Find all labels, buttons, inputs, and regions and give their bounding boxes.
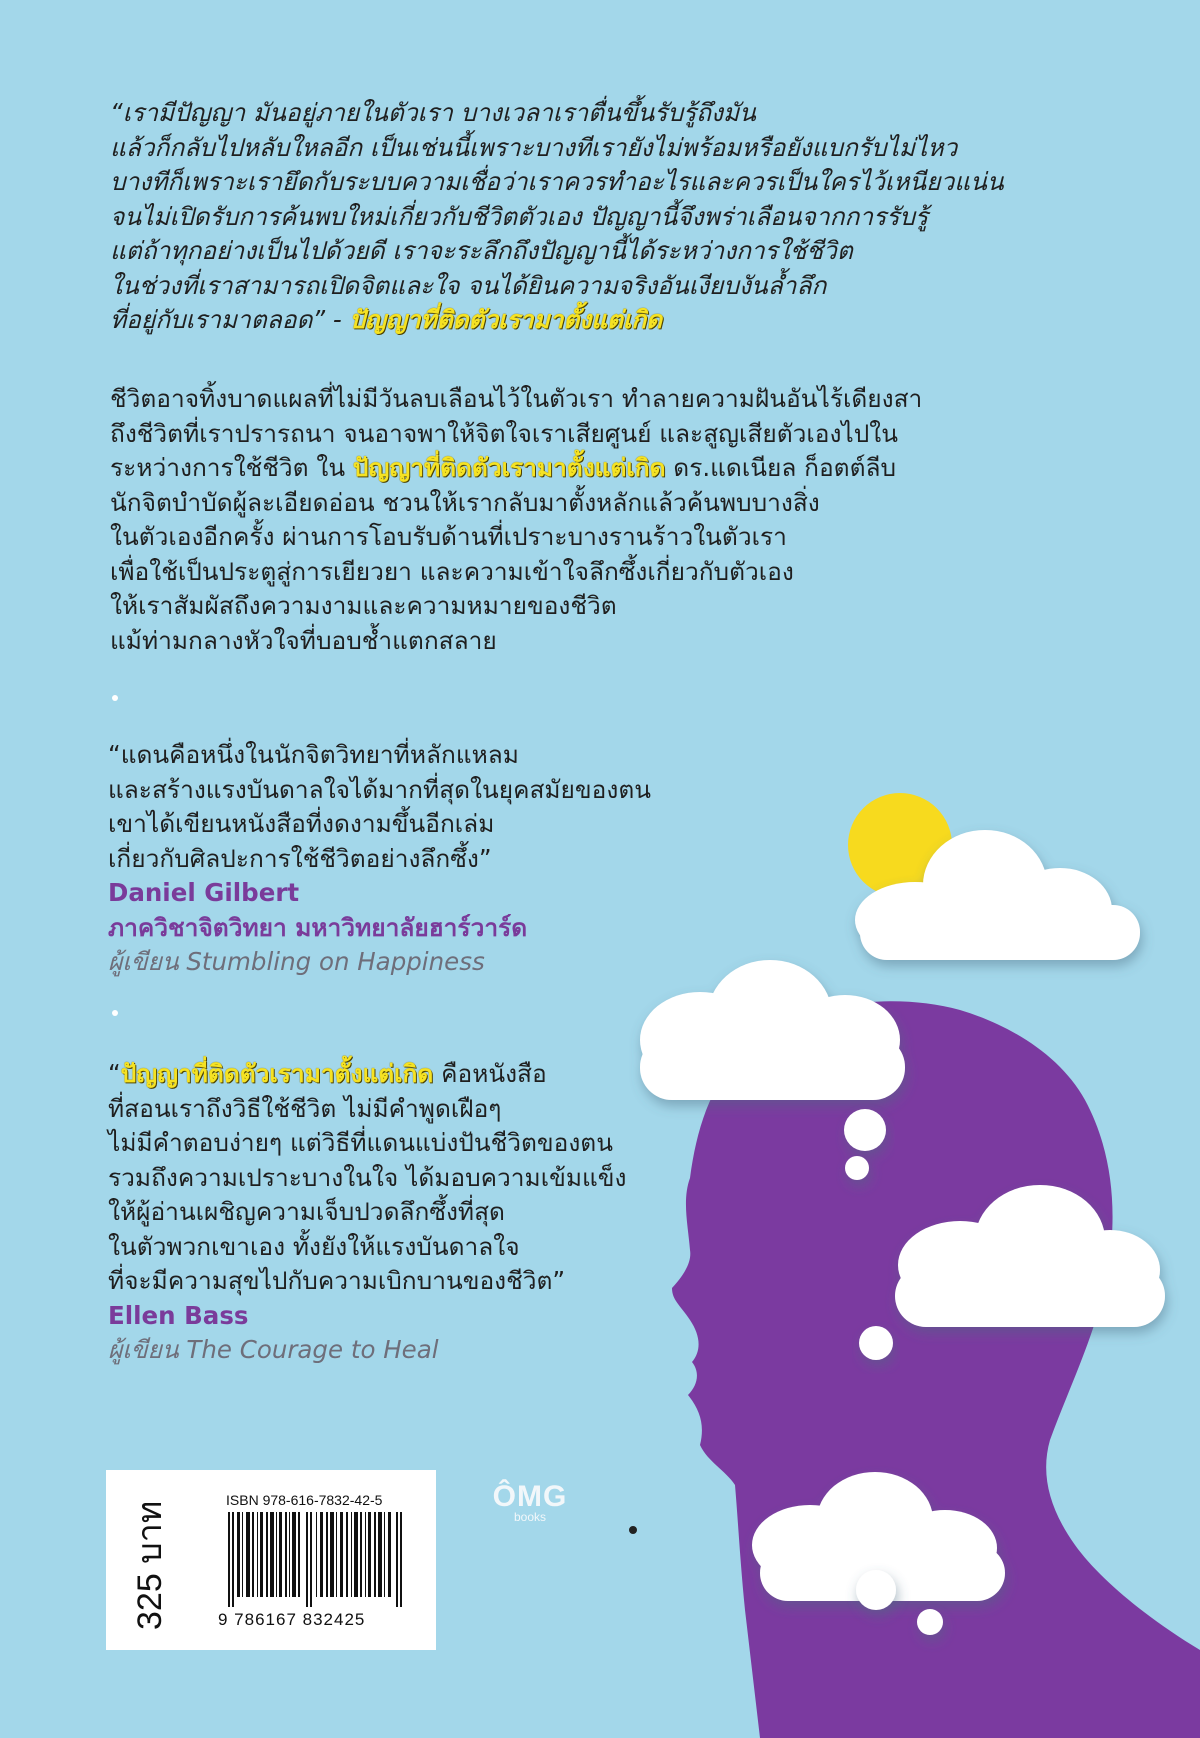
price-label: 325 บาท (131, 1500, 169, 1630)
isbn-label: ISBN 978-616-7832-42-5 (226, 1492, 383, 1508)
cloud-top-right (855, 830, 1140, 960)
review-line: ในตัวพวกเขาเอง ทั้งยังให้แรงบันดาลใจ (108, 1231, 520, 1261)
thought-bubbles-upper (844, 1109, 886, 1180)
small-dot (629, 1526, 637, 1534)
thought-bubble-mid (859, 1326, 893, 1360)
thought-bubbles-lower (856, 1570, 943, 1635)
description-line-pre: ระหว่างการใช้ชีวิต ใน (110, 453, 346, 482)
quote-line: ในช่วงที่เราสามารถเปิดจิตและใจ จนได้ยินความจริงอันเงียบงันล้ำลึก (110, 270, 827, 300)
quote-line: แต่ถ้าทุกอย่างเป็นไปด้วยดี เราจะระลึกถึงปัญญานี้ได้ระหว่างการใช้ชีวิต (110, 236, 853, 265)
review-line: ให้ผู้อ่านเผชิญความเจ็บปวดลึกซึ้งที่สุด (108, 1197, 505, 1226)
separator-dot (112, 1010, 118, 1016)
review-line: ไม่มีคำตอบง่ายๆ แต่วิธีที่แดนแบ่งปันชีวิตของตน (108, 1128, 613, 1157)
price-barcode-box (106, 1470, 436, 1650)
review-credit: ผู้เขียน Stumbling on Happiness (108, 947, 485, 976)
review-ellen-bass (108, 1057, 748, 1368)
publisher-logo (480, 1480, 580, 1524)
description-line: ชีวิตอาจทิ้งบาดแผลที่ไม่มีวันลบเลือนไว้ในตัวเรา ทำลายความฝันอันไร้เดียงสา (110, 384, 923, 413)
cloud-bottom (752, 1472, 1005, 1601)
cloud-mid-right (895, 1185, 1165, 1327)
review-author: Ellen Bass (108, 1300, 249, 1330)
description-line: นักจิตบำบัดผู้ละเอียดอ่อน ชวนให้เรากลับมาตั้งหลักแล้วค้นพบบางสิ่ง (110, 487, 820, 517)
description-line: ถึงชีวิตที่เราปรารถนา จนอาจพาให้จิตใจเราเสียศูนย์ และสูญเสียตัวเองไปใน (110, 418, 899, 448)
sun-shape (848, 793, 952, 897)
head-silhouette (672, 1001, 1200, 1738)
review-author: Daniel Gilbert (108, 878, 300, 907)
description-line: ให้เราสัมผัสถึงความงามและความหมายของชีวิต (110, 591, 617, 620)
description-line-with-title (110, 451, 1010, 486)
review-line: เกี่ยวกับศิลปะการใช้ชีวิตอย่างลึกซึ้ง” (108, 843, 492, 873)
review-daniel-gilbert (108, 738, 748, 980)
quote-line: จนไม่เปิดรับการค้นพบใหม่เกี่ยวกับชีวิตตัวเอง ปัญญานี้จึงพร่าเลือนจากการรับรู้ (110, 201, 929, 231)
quote-line: แล้วก็กลับไปหลับใหลอีก เป็นเช่นนี้เพราะบางทีเรายังไม่พร้อมหรือยังแบกรับไม่ไหว (110, 132, 958, 162)
review-affiliation: ภาควิชาจิตวิทยา มหาวิทยาลัยฮาร์วาร์ด (108, 912, 528, 942)
description-line-post: ดร.แดเนียล ก็อตต์ลีบ (673, 453, 897, 482)
quote-line: “เรามีปัญญา มันอยู่ภายในตัวเรา บางเวลาเราตื่นขึ้นรับรู้ถึงมัน (110, 98, 756, 127)
review-line: รวมถึงความเปราะบางในใจ ได้มอบความเข้มแข็ง (108, 1162, 627, 1192)
book-title-highlight: ปัญญาที่ติดตัวเรามาตั้งแต่เกิด (120, 1059, 434, 1088)
description-line: เพื่อใช้เป็นประตูสู่การเยียวยา และความเข้าใจลึกซึ้งเกี่ยวกับตัวเอง (110, 556, 794, 586)
review-first-line (108, 1057, 748, 1092)
description-line: ในตัวเองอีกครั้ง ผ่านการโอบรับด้านที่เปราะบางรานร้าวในตัวเรา (110, 522, 787, 551)
quote-line-end: ที่อยู่กับเรามาตลอด” - (110, 305, 342, 334)
book-description (110, 382, 1010, 658)
review-line: “แดนคือหนึ่งในนักจิตวิทยาที่หลักแหลม (108, 740, 519, 769)
review-first-line-post: คือหนังสือ (433, 1059, 547, 1088)
quote-line-last (110, 303, 1110, 338)
publisher-sub: books (513, 1510, 547, 1524)
description-line: แม้ท่ามกลางหัวใจที่บอบช้ำแตกสลาย (110, 625, 497, 655)
barcode-icon (228, 1512, 408, 1607)
publisher-name: ÔMG (492, 1480, 568, 1513)
book-title-highlight: ปัญญาที่ติดตัวเรามาตั้งแต่เกิด (352, 453, 666, 482)
review-line: ที่สอนเราถึงวิธีใช้ชีวิต ไม่มีคำพูดเฝือๆ (108, 1093, 502, 1123)
barcode-number: 9 786167 832425 (218, 1610, 366, 1629)
review-line: ที่จะมีความสุขไปกับความเบิกบานของชีวิต” (108, 1266, 566, 1295)
quote-line: บางทีก็เพราะเรายึดกับระบบความเชื่อว่าเราควรทำอะไรและควรเป็นใครไว้เหนียวแน่น (110, 167, 1004, 196)
separator-dot (112, 695, 118, 701)
book-title-highlight: ปัญญาที่ติดตัวเรามาตั้งแต่เกิด (349, 305, 663, 334)
opening-quote (110, 96, 1110, 338)
review-line: และสร้างแรงบันดาลใจได้มากที่สุดในยุคสมัยของตน (108, 774, 651, 804)
review-credit: ผู้เขียน The Courage to Heal (108, 1335, 439, 1364)
open-quote: “ (108, 1059, 121, 1088)
review-line: เขาได้เขียนหนังสือที่งดงามขึ้นอีกเล่ม (108, 809, 495, 838)
